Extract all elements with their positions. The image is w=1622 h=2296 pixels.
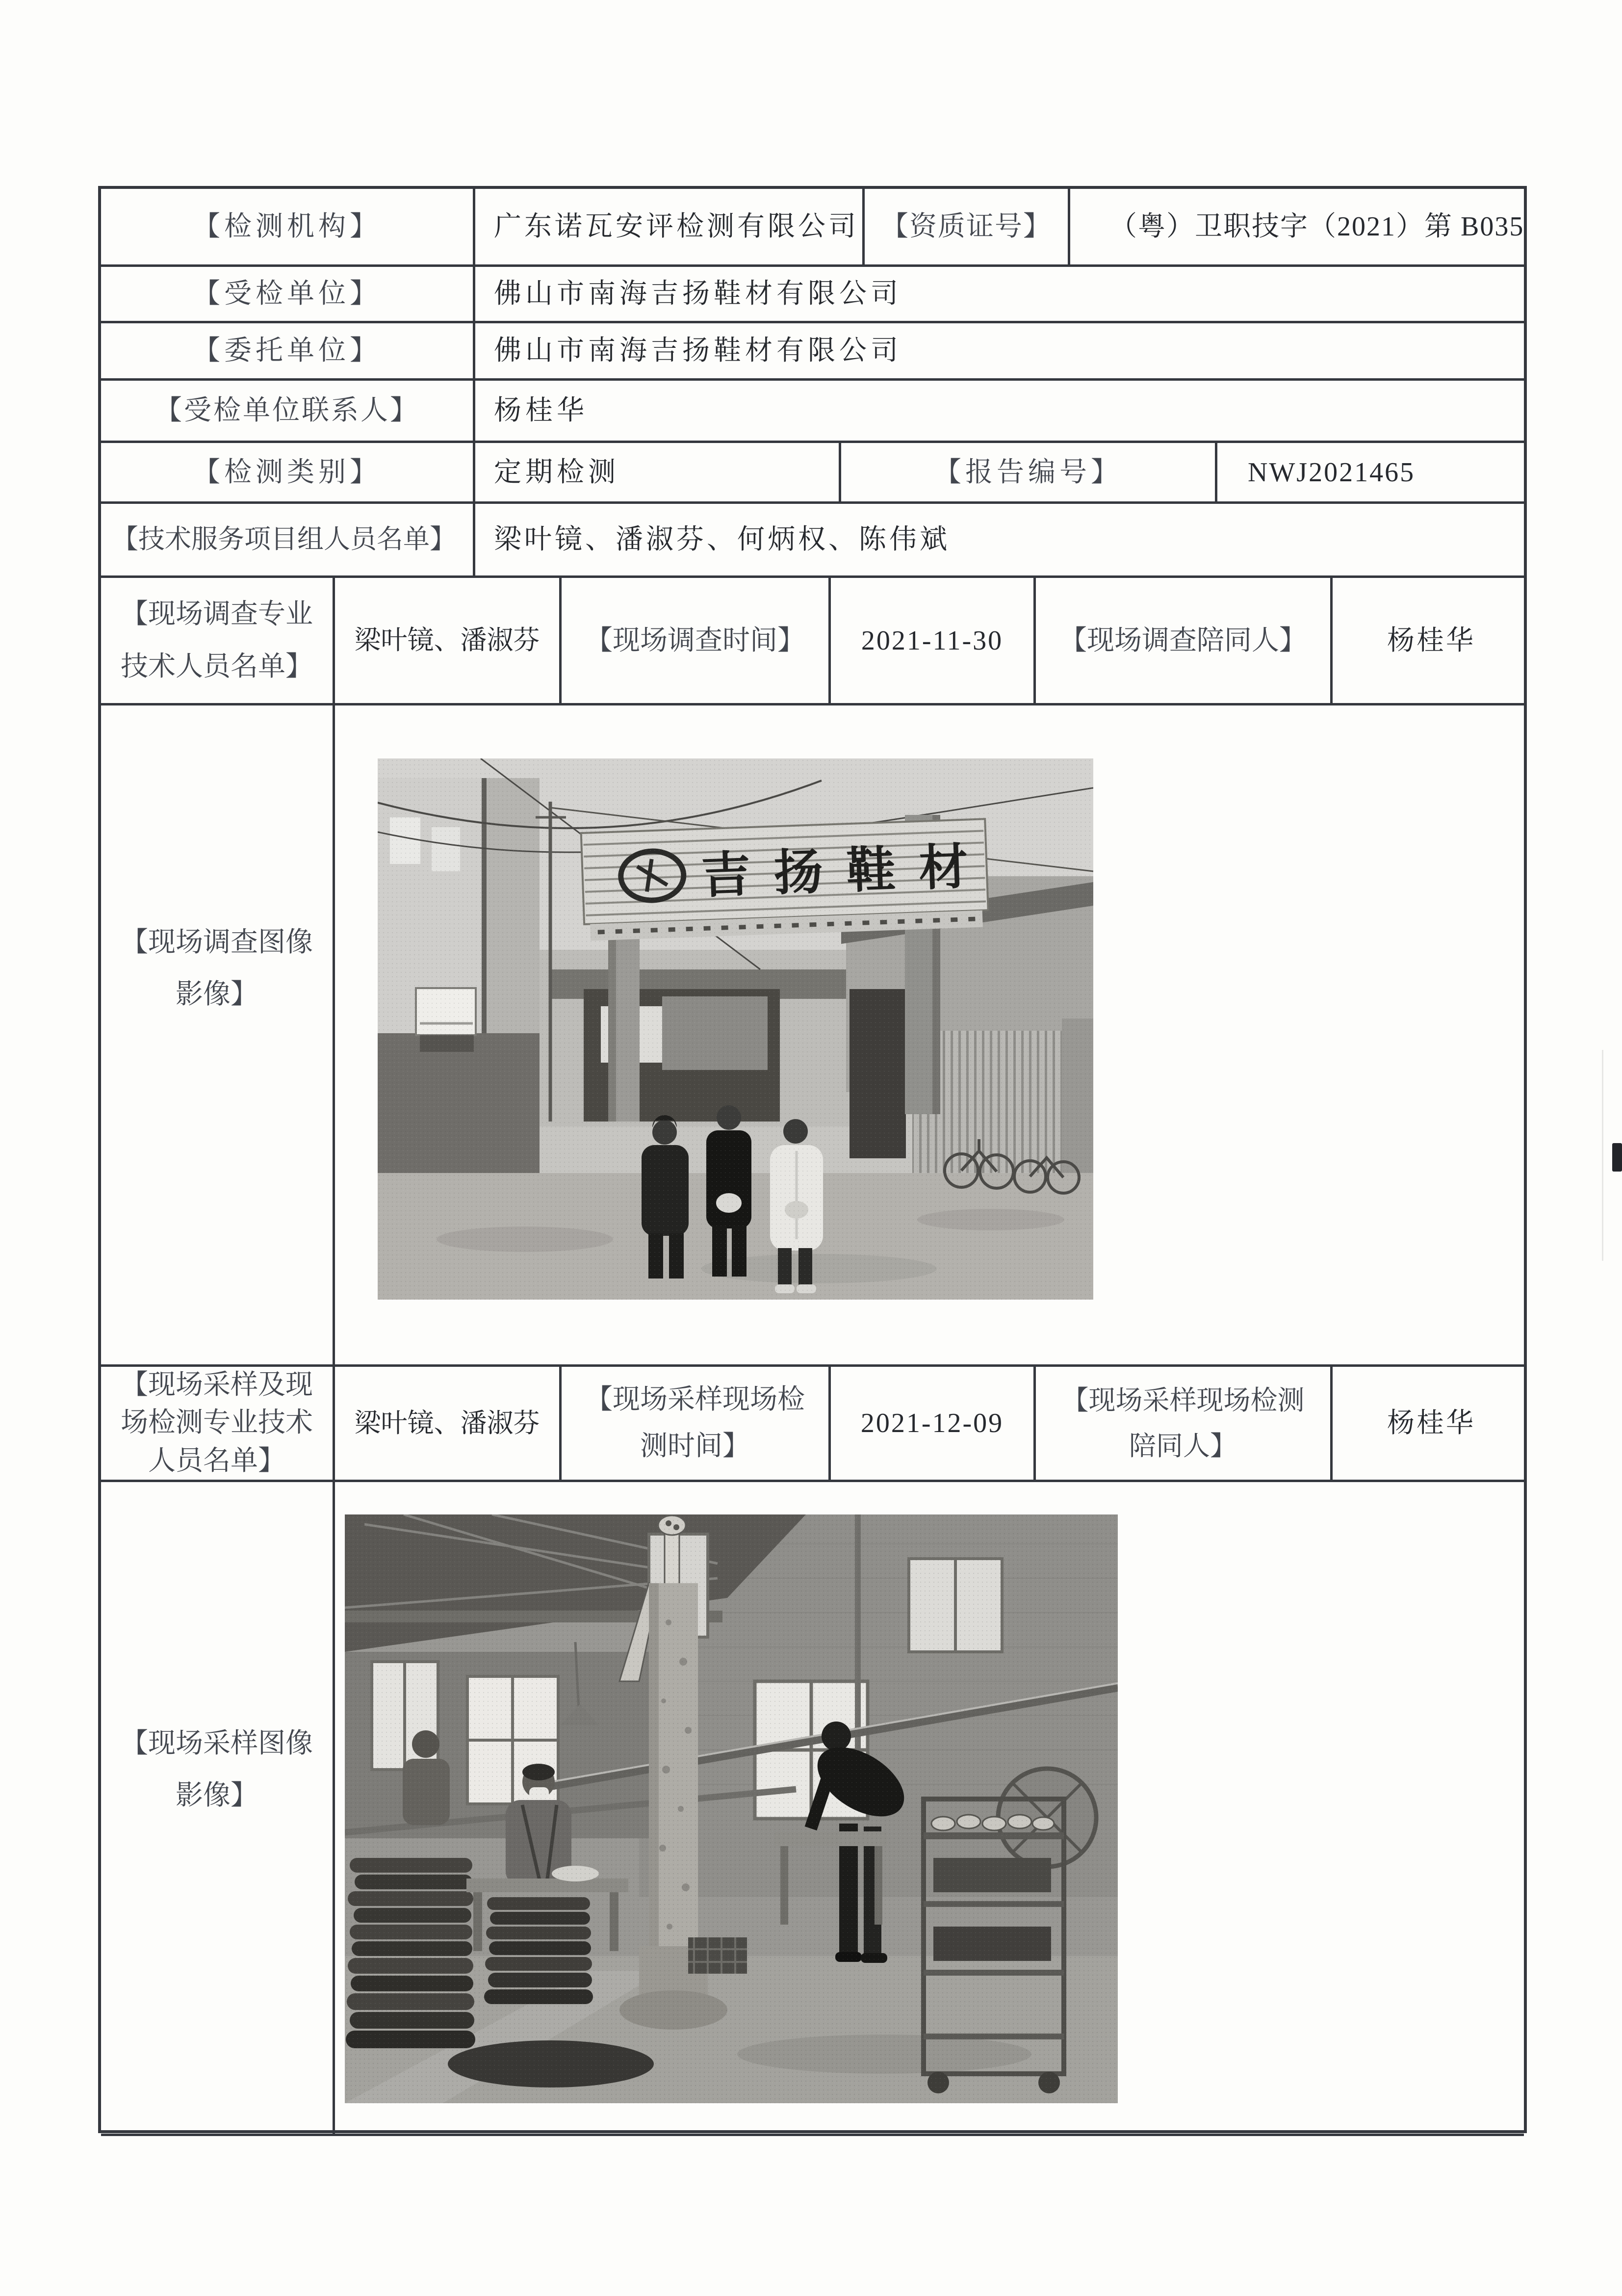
category-label: 【检测类别】: [101, 443, 475, 501]
client-value: 佛山市南海吉扬鞋材有限公司: [494, 336, 902, 366]
report-no-label: 【报告编号】: [841, 443, 1217, 501]
inspected-label: 【受检单位】: [101, 267, 475, 321]
survey-team-value: 梁叶镜、潘淑芬: [335, 578, 562, 703]
table-row-contact: [101, 381, 1524, 443]
table-row-client: [101, 323, 1524, 381]
contact-label: 【受检单位联系人】: [101, 381, 475, 441]
sampling-team-value: 梁叶镜、潘淑芬: [335, 1367, 562, 1480]
survey-escort-label: 【现场调查陪同人】: [1036, 578, 1333, 703]
cert-value: （粤）卫职技字（2021）第 B035: [1109, 211, 1524, 242]
sampling-photo-image: [345, 1514, 1118, 2103]
contact-value: 杨桂华: [494, 395, 588, 426]
sampling-team-label: 【现场采样及现场检测专业技术人员名单】: [101, 1367, 335, 1480]
sampling-escort-value: 杨桂华: [1387, 1408, 1475, 1438]
scan-edge-line: [1602, 1050, 1603, 1261]
table-row-org: [101, 189, 1524, 267]
survey-photo-image: [378, 758, 1093, 1300]
table-row-survey: [101, 578, 1524, 705]
inspected-value: 佛山市南海吉扬鞋材有限公司: [494, 279, 902, 309]
survey-time-value: 2021-11-30: [831, 578, 1036, 703]
survey-time-label: 【现场调查时间】: [562, 578, 831, 703]
sampling-escort-label: 【现场采样现场检测陪同人】: [1036, 1367, 1333, 1480]
org-value: 广东诺瓦安评检测有限公司: [475, 189, 865, 264]
client-label: 【委托单位】: [101, 323, 475, 378]
team-label: 【技术服务项目组人员名单】: [101, 504, 475, 575]
org-label: 【检测机构】: [101, 189, 475, 264]
survey-photo: [378, 758, 1093, 1300]
inspection-report-table: [98, 186, 1527, 2133]
table-row-sampling: [101, 1367, 1524, 1482]
survey-team-label: 【现场调查专业技术人员名单】: [101, 578, 335, 703]
sampling-photo-label: 【现场采样图像影像】: [101, 1482, 335, 2134]
sampling-time-value: 2021-12-09: [831, 1367, 1036, 1480]
category-value: 定期检测: [475, 443, 841, 501]
survey-photo-label: 【现场调查图像影像】: [101, 705, 335, 1364]
scan-edge-mark: [1612, 1143, 1622, 1172]
survey-escort-value: 杨桂华: [1387, 625, 1475, 656]
table-row-inspected: [101, 267, 1524, 323]
table-row-team: [101, 504, 1524, 578]
cert-label: 【资质证号】: [865, 189, 1070, 264]
team-value: 梁叶镜、潘淑芬、何炳权、陈伟斌: [494, 524, 950, 555]
sampling-time-label: 【现场采样现场检测时间】: [562, 1367, 831, 1480]
sampling-photo: [345, 1514, 1118, 2103]
table-row-category: [101, 443, 1524, 504]
report-no-value: NWJ2021465: [1248, 457, 1416, 488]
